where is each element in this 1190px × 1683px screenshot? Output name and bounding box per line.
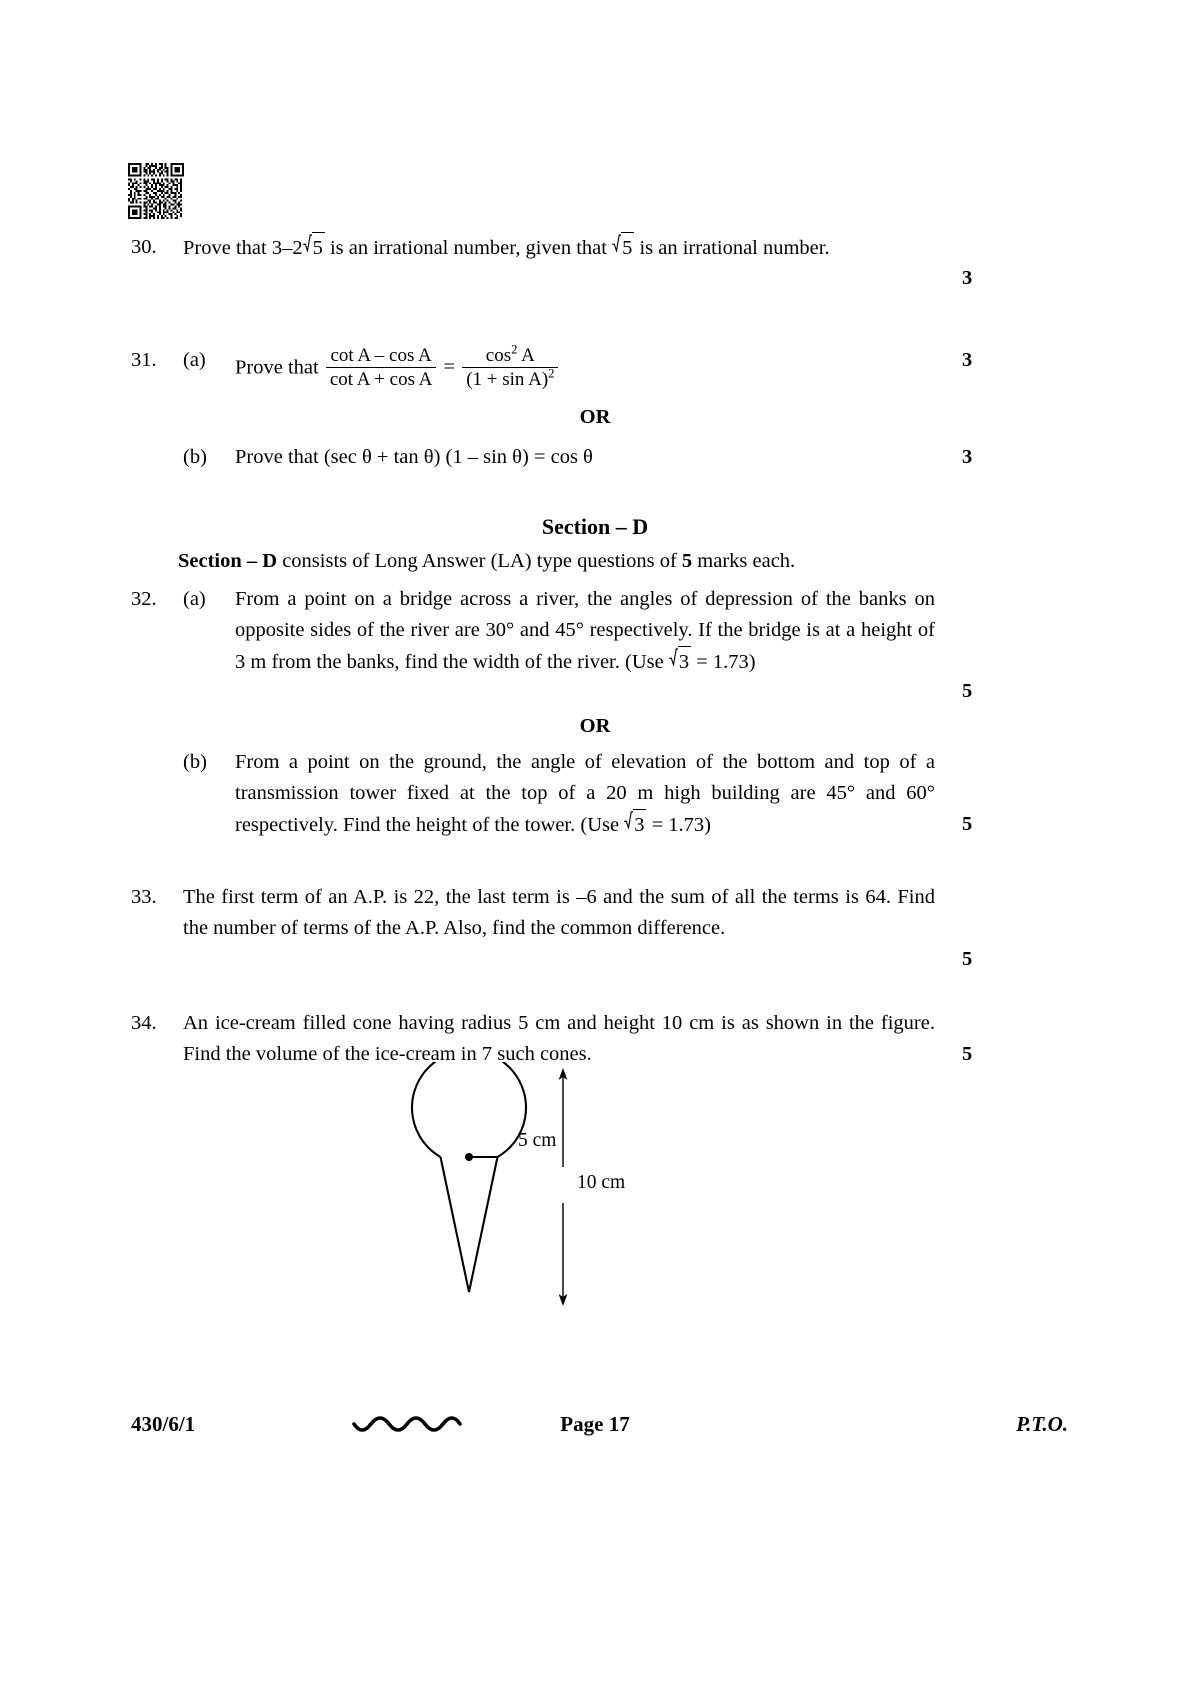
q32b-value: = 1.73) [651, 814, 711, 836]
qr-code [128, 163, 184, 219]
fraction-right [462, 344, 558, 391]
radical-sign-icon [612, 234, 621, 252]
q30-prove-label: Prove that [183, 237, 267, 259]
q31a-identity [324, 342, 561, 391]
question-31b-text: Prove that (sec θ + tan θ) (1 – sin θ) = cos θ [235, 446, 593, 468]
question-31-number: 31. [131, 349, 157, 371]
question-31a-label: (a) [183, 349, 206, 371]
q31a-prove-label: Prove that [235, 356, 319, 379]
sqrt-5-a: 5 [303, 232, 325, 264]
q30-expression: 3–2 5 [272, 237, 330, 259]
radius-label: 5 cm [518, 1130, 557, 1151]
hemisphere-arc [412, 1062, 526, 1157]
question-32b-text [235, 747, 935, 841]
q30-text-mid: is an irrational number, given that [329, 237, 607, 259]
fraction-left [326, 344, 437, 391]
q32a-value: = 1.73) [696, 651, 756, 673]
fraction-left-denominator: cot A + cos A [326, 367, 437, 391]
question-32a-label: (a) [183, 588, 206, 610]
cone-outline [441, 1157, 498, 1292]
paper-code: 430/6/1 [131, 1412, 196, 1436]
question-32-number: 32. [131, 588, 157, 610]
question-30-number: 30. [131, 236, 157, 258]
page-footer [0, 1412, 1190, 1452]
label-gap [552, 1167, 576, 1203]
question-30-text [183, 232, 935, 264]
q30-text-after: is an irrational number. [639, 237, 830, 259]
question-31b-marks: 3 [962, 446, 973, 468]
question-32a-text [235, 584, 935, 678]
radical-sign-icon [303, 234, 312, 252]
question-33-text: The first term of an A.P. is 22, the last term is –6 and the sum of all the terms is 64. Find the number of terms of the A.P. Also, find the common difference. [183, 886, 935, 939]
section-d-desc-bold-1: Section – D [178, 550, 278, 572]
section-d-heading: Section – D [541, 514, 649, 539]
question-34-number: 34. [131, 1012, 157, 1034]
page-number-label: Page 17 [560, 1412, 630, 1436]
section-d-desc-rest-2: marks each. [692, 550, 796, 572]
question-31-or-divider: OR [579, 406, 611, 428]
question-32a-marks: 5 [962, 680, 973, 702]
equals-sign: = [443, 356, 456, 379]
ice-cream-cone-figure [400, 1062, 700, 1322]
qr-code-icon [128, 163, 184, 219]
fraction-left-numerator: cot A – cos A [330, 345, 432, 366]
pto-label: P.T.O. [1016, 1412, 1068, 1436]
section-d-description [178, 546, 978, 577]
q32a-body: From a point on a bridge across a river, the angles of depression of the banks on opposite sides of the river are 30° and 45° respectively. If the bridge is at a height of 3 m from the banks, find the width of the river. (Use [235, 588, 935, 673]
question-31a-text [235, 342, 935, 392]
section-d-desc-rest-1: consists of Long Answer (LA) type questions of [277, 550, 682, 572]
question-33-marks: 5 [962, 948, 973, 970]
question-34-text: An ice-cream filled cone having radius 5 cm and height 10 cm is as shown in the figure. Find the volume of the ice-cream in 7 such cones. [183, 1012, 935, 1065]
question-33-number: 33. [131, 886, 157, 908]
sqrt-3-a: 3 [669, 646, 691, 678]
question-30-marks: 3 [962, 267, 973, 289]
q32b-body: From a point on the ground, the angle of elevation of the bottom and top of a transmission tower fixed at the top of a 20 m high building are 45° and 60° respectively. Find the height of the tower. (Use [235, 751, 935, 836]
radical-sign-icon [669, 648, 678, 666]
section-d-desc-bold-2: 5 [681, 550, 693, 572]
question-32-or-divider: OR [579, 715, 611, 737]
fraction-right-numerator: $\cos^2 A$ [485, 342, 535, 366]
sqrt-5-b: 5 [612, 232, 634, 264]
question-31b-label: (b) [183, 446, 207, 468]
question-34-marks: 5 [962, 1043, 973, 1065]
radical-sign-icon [624, 811, 633, 829]
question-31a-marks: 3 [962, 349, 973, 371]
fraction-right-denominator: $(1 + \sin A)^2$ [462, 367, 558, 391]
sqrt-3-b: 3 [624, 809, 646, 841]
question-32b-label: (b) [183, 751, 207, 773]
height-label: 10 cm [577, 1172, 626, 1193]
ice-cream-cone-diagram [400, 1062, 700, 1322]
question-32b-marks: 5 [962, 813, 973, 835]
